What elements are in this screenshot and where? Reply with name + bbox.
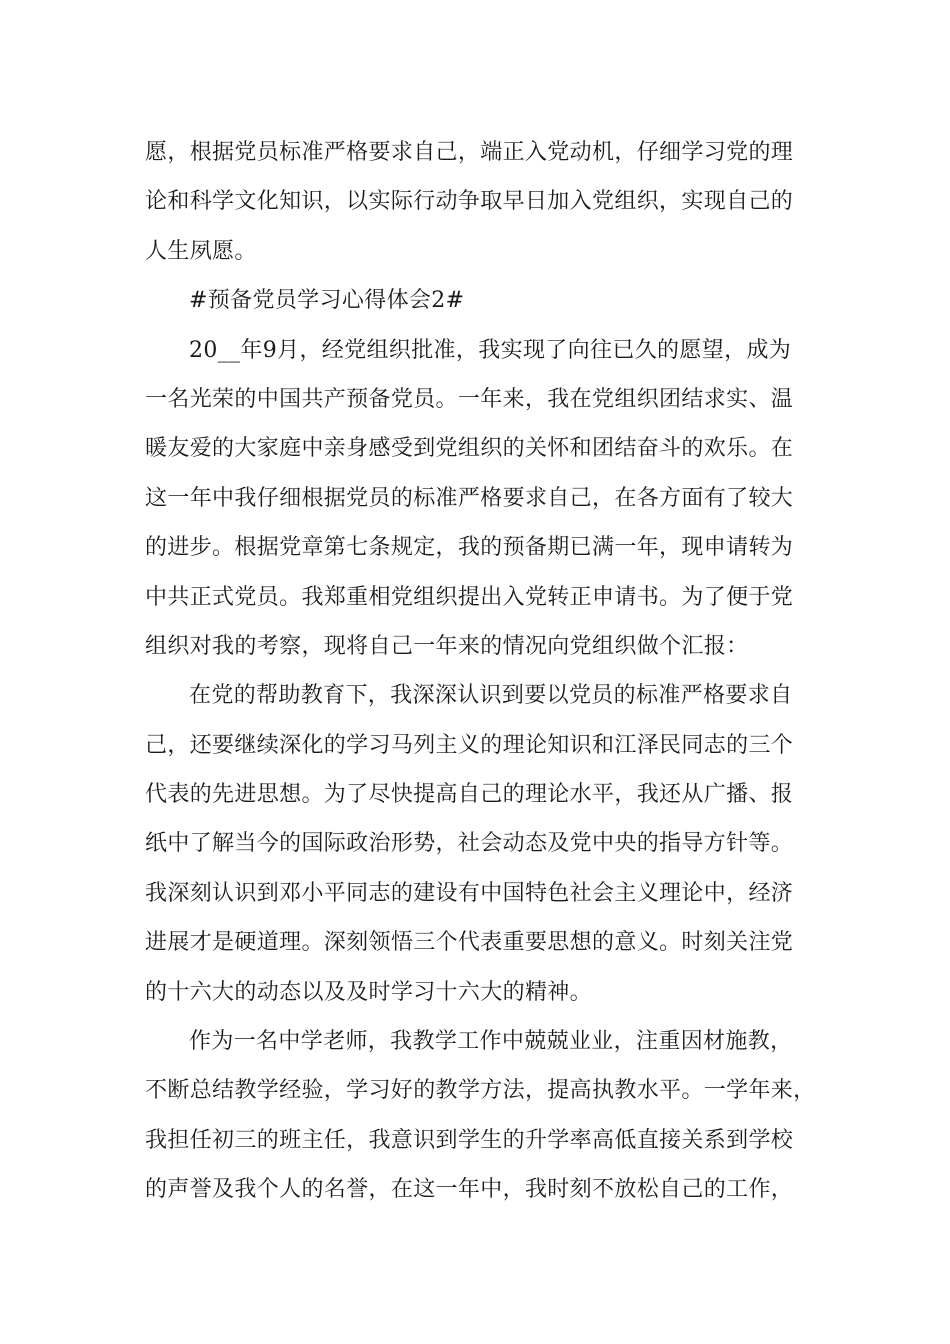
text-line: 在党的帮助教育下，我深深认识到要以党员的标准严格要求自 [189, 683, 793, 709]
document-body [145, 128, 816, 1215]
text-line: 纸中了解当今的国际政治形势，社会动态及党中央的指导方针等。 [145, 831, 794, 857]
text-line: 一名光荣的中国共产预备党员。一年来，我在党组织团结求实、温 [145, 386, 794, 412]
section-heading: #预备党员学习心得体会2# [189, 288, 465, 314]
text-line: 的声誉及我个人的名誉，在这一年中，我时刻不放松自己的工作， [145, 1177, 794, 1203]
text-line: 的进步。根据党章第七条规定，我的预备期已满一年，现申请转为 [145, 535, 794, 561]
text-line: 己，还要继续深化的学习马列主义的理论知识和江泽民同志的三个 [145, 732, 794, 758]
text-line: 的十六大的动态以及及时学习十六大的精神。 [145, 979, 593, 1005]
text-line: 中共正式党员。我郑重相党组织提出入党转正申请书。为了便于党 [145, 584, 794, 610]
text-line: 人生夙愿。 [145, 238, 257, 264]
text-line: 组织对我的考察，现将自己一年来的情况向党组织做个汇报： [145, 633, 749, 659]
text-line: 进展才是硬道理。深刻领悟三个代表重要思想的意义。时刻关注党 [145, 930, 794, 956]
text-line: 20__年9月，经党组织批准，我实现了向往已久的愿望，成为 [189, 337, 792, 363]
text-line: 不断总结教学经验，学习好的教学方法，提高执教水平。一学年来， [145, 1078, 816, 1104]
text-line: 愿，根据党员标准严格要求自己，端正入党动机，仔细学习党的理 [145, 140, 794, 165]
text-line: 这一年中我仔细根据党员的标准严格要求自己，在各方面有了较大 [145, 485, 794, 511]
text-line: 我深刻认识到邓小平同志的建设有中国特色社会主义理论中，经济 [145, 880, 794, 906]
text-line: 我担任初三的班主任，我意识到学生的升学率高低直接关系到学校 [145, 1127, 794, 1153]
text-line: 暖友爱的大家庭中亲身感受到党组织的关怀和团结奋斗的欢乐。在 [145, 436, 794, 462]
text-line: 代表的先进思想。为了尽快提高自己的理论水平，我还从广播、报 [145, 782, 794, 808]
text-line: 论和科学文化知识，以实际行动争取早日加入党组织，实现自己的 [145, 189, 794, 215]
text-line: 作为一名中学老师，我教学工作中兢兢业业，注重因材施教， [189, 1029, 793, 1055]
